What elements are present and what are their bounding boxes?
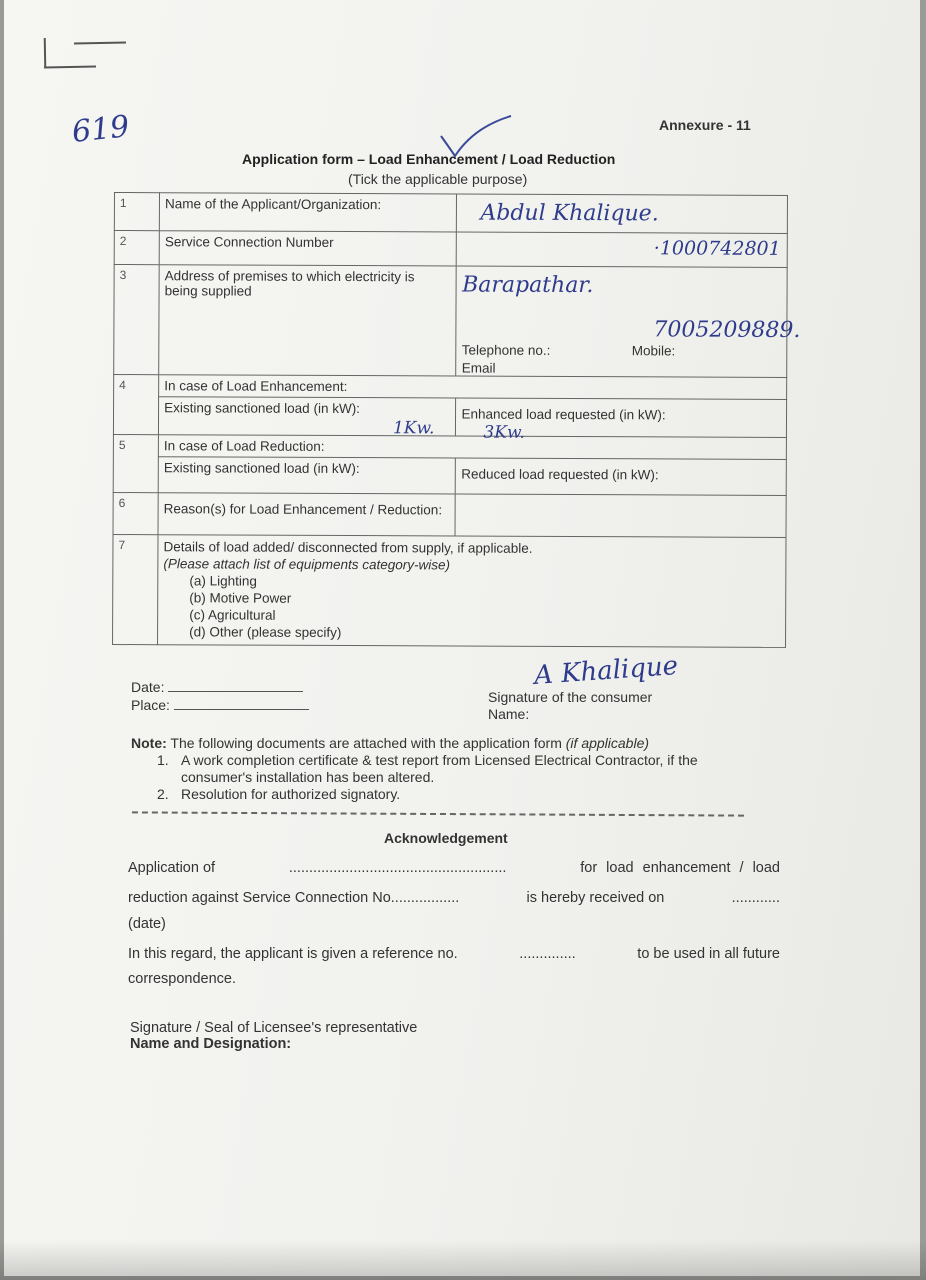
ack-dots: ......................................................	[288, 860, 507, 876]
load-enhancement-label: In case of Load Enhancement:	[159, 375, 787, 400]
email-label: Email	[461, 360, 496, 376]
applicant-name-value: Abdul Khalique.	[480, 200, 659, 227]
list-item: (d) Other (please specify)	[189, 624, 342, 640]
annexure-label: Annexure - 11	[659, 117, 751, 133]
load-details-label: Details of load added/ disconnected from supply, if applicable.	[163, 539, 533, 556]
ack-line-4	[128, 946, 780, 962]
table-row	[113, 534, 786, 647]
note-item-number: 2.	[157, 786, 169, 802]
note-item-number: 1.	[157, 752, 169, 768]
place-field[interactable]	[131, 697, 309, 713]
date-label: Date:	[131, 679, 165, 695]
list-item: (c) Agricultural	[189, 607, 276, 623]
enhanced-load-label: Enhanced load requested (in kW):	[461, 406, 666, 423]
reason-label: Reason(s) for Load Enhancement / Reduction:	[158, 493, 455, 536]
address-value: Barapathar.	[462, 272, 594, 299]
document-page	[4, 0, 920, 1276]
note-heading	[131, 735, 791, 752]
date-field[interactable]	[131, 679, 303, 695]
mobile-label: Mobile:	[631, 343, 676, 359]
date-line	[168, 691, 303, 692]
note-item-text	[181, 752, 698, 786]
form-subtitle: (Tick the applicable purpose)	[348, 171, 528, 187]
pen-mark	[44, 38, 47, 68]
ack-line-1b: for load enhancement / load	[580, 860, 780, 876]
ack-dots: ............	[731, 890, 780, 906]
table-row	[114, 265, 787, 378]
address-field[interactable]	[455, 266, 801, 377]
row-number: 3	[114, 265, 160, 375]
ack-line-1	[128, 860, 780, 876]
reduced-load-label: Reduced load requested (in kW):	[461, 466, 659, 483]
consumer-signature: A Khalique	[533, 651, 679, 691]
application-table	[112, 192, 801, 648]
pen-mark	[44, 66, 96, 69]
enhanced-load-field[interactable]	[455, 398, 787, 443]
ack-line-2	[128, 890, 780, 906]
ack-dots: ..............	[519, 946, 576, 962]
note-item-2-text: Resolution for authorized signatory.	[181, 786, 401, 802]
table-row	[114, 193, 787, 234]
enhanced-load-value: 3Kw.	[483, 422, 525, 443]
row-number: 4	[113, 375, 158, 435]
ack-line-5: correspondence.	[128, 971, 237, 987]
table-row	[113, 492, 786, 537]
reason-field[interactable]	[455, 494, 787, 537]
note-item-2	[131, 786, 791, 803]
existing-reduction-load-field[interactable]	[158, 457, 455, 494]
ack-line-2b: is hereby received on	[526, 890, 665, 906]
row-number: 2	[114, 231, 159, 265]
note-prefix: Note:	[131, 735, 167, 751]
ack-line-4b: to be used in all future	[637, 946, 780, 962]
pen-mark	[74, 42, 126, 45]
table-row	[113, 434, 786, 459]
licensee-name-label: Name and Designation:	[130, 1036, 292, 1052]
acknowledgement-title: Acknowledgement	[384, 830, 508, 846]
page-shadow	[0, 1240, 926, 1280]
ack-line-3: (date)	[128, 916, 166, 932]
table-row	[113, 456, 786, 495]
consumer-name-label: Name:	[488, 706, 530, 722]
note-block	[131, 735, 791, 803]
ack-line-4a: In this regard, the applicant is given a reference no.	[128, 946, 458, 962]
handwritten-number: 619	[70, 109, 131, 150]
existing-load-label: Existing sanctioned load (in kW):	[164, 400, 360, 417]
cut-line-divider	[132, 811, 744, 816]
address-label: Address of premises to which electricity is being supplied	[159, 265, 456, 376]
ack-line-2a: reduction against Service Connection No.................	[128, 890, 460, 906]
applicant-name-label: Name of the Applicant/Organization:	[159, 193, 456, 232]
list-item: (b) Motive Power	[189, 590, 292, 606]
table-row	[114, 231, 787, 268]
licensee-signature-label: Signature / Seal of Licensee's representative	[130, 1020, 418, 1036]
row-number: 1	[114, 193, 159, 231]
row-number: 6	[113, 492, 158, 534]
existing-load-value: 1Kw.	[392, 418, 435, 439]
note-item-1	[131, 752, 791, 786]
table-row	[114, 375, 787, 400]
row-number: 5	[113, 434, 158, 492]
service-connection-label: Service Connection Number	[159, 231, 456, 266]
load-details-cell	[158, 535, 786, 648]
note-item-1-line2: consumer's installation has been altered.	[181, 769, 435, 785]
consumer-signature-label: Signature of the consumer	[488, 689, 653, 705]
reduced-load-field[interactable]	[455, 458, 787, 495]
mobile-value: 7005209889.	[653, 317, 801, 343]
place-label: Place:	[131, 697, 170, 713]
service-connection-value: ·1000742801	[653, 237, 781, 260]
applicant-name-field[interactable]	[456, 194, 788, 233]
note-item-1-line1: A work completion certificate & test report from Licensed Electrical Contractor, if the	[181, 752, 698, 768]
note-text: The following documents are attached with the application form	[170, 735, 562, 751]
service-connection-field[interactable]	[456, 232, 788, 267]
load-reduction-label: In case of Load Reduction:	[158, 435, 786, 460]
place-line	[174, 709, 309, 710]
load-details-note: (Please attach list of equipments category-wise)	[163, 556, 451, 573]
form-title: Application form – Load Enhancement / Load Reduction	[242, 151, 616, 167]
note-suffix: (if applicable)	[565, 735, 650, 751]
telephone-label: Telephone no.:	[461, 342, 551, 358]
list-item: (a) Lighting	[189, 573, 257, 589]
existing-load-field[interactable]	[159, 397, 456, 439]
ack-line-1a: Application of	[128, 860, 216, 876]
existing-reduction-load-label: Existing sanctioned load (in kW):	[163, 460, 360, 477]
row-number: 7	[113, 534, 159, 644]
table-row	[113, 397, 786, 438]
